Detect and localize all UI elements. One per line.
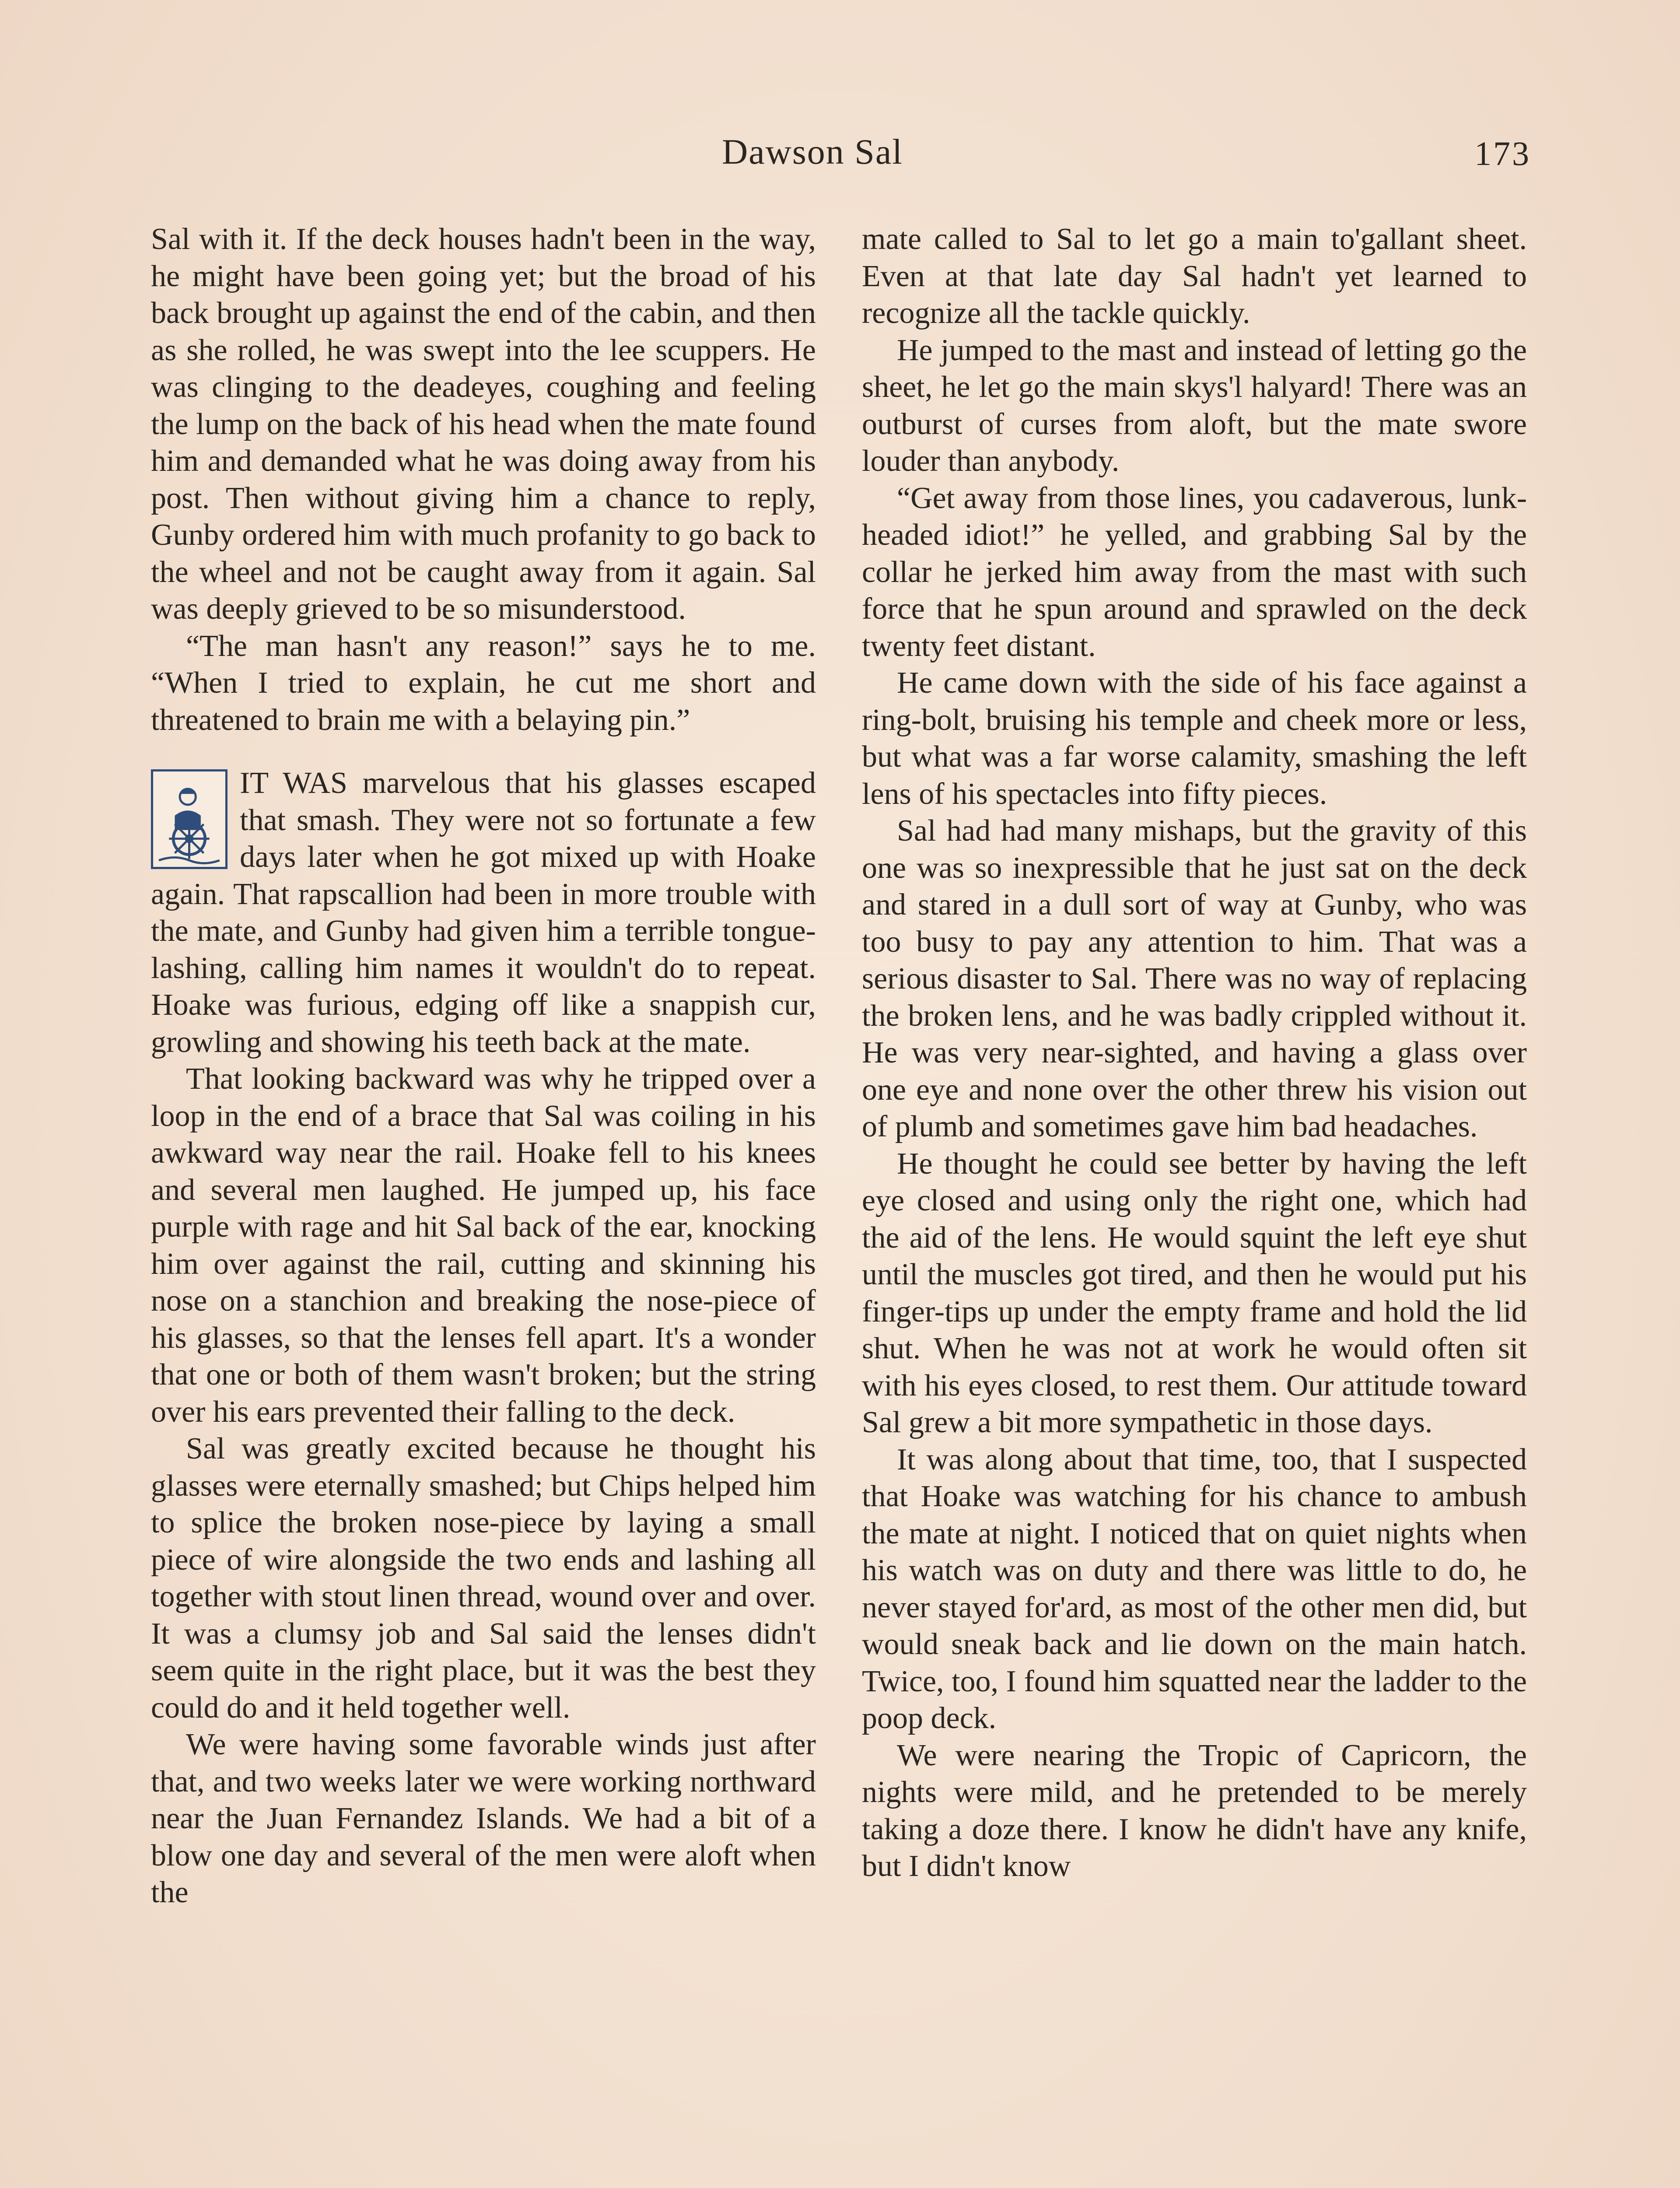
paragraph: He jumped to the mast and instead of letting go the sheet, he let go the main skys'l halyard! There was an outburst of curses from aloft, but the mate swore louder than anybody.: [862, 333, 1527, 478]
page-number: 173: [1474, 134, 1531, 172]
paragraph: Sal had had many mishaps, but the gravity of this one was so inexpressible that he just sat on the deck and stared in a dull sort of way at Gunby, who was too busy to pay any attention to him. That was a serious disaster to Sal. There was no way of replacing the broken lens, and he was badly crippled without it. He was very near-sighted, and having a glass over one eye and none over the other threw his vision out of plumb and sometimes gave him bad headaches.: [862, 814, 1527, 1143]
section-opening-text: IT WAS marvelous that his glasses escaped that smash. They were not so fortunate a few days later when he got mixed up with Hoake again. That rapscallion had been in more trouble with the mate, and Gunby had given him a terrible tongue-lashing, calling him names it wouldn't do to repeat. Hoake was furious, edging off like a snappish cur, growling and showing his teeth back at the mate.: [151, 766, 816, 1059]
paragraph: Sal was greatly excited because he thought his glasses were eternally smashed; but Chips helped him to splice the broken nose-piece by laying a small piece of wire alongside the two ends and lashing all together with stout linen thread, wound over and over. It was a clumsy job and Sal said the lenses didn't seem quite in the right place, but it was the best they could do and it held together well.: [151, 1432, 816, 1725]
paragraph: We were nearing the Tropic of Capricorn, the nights were mild, and he pretended to be merely taking a doze there. I know he didn't have any knife, but I didn't know: [862, 1738, 1527, 1883]
paragraph: That looking backward was why he tripped over a loop in the end of a brace that Sal was coiling in his awkward way near the rail. Hoake fell to his knees and several men laughed. He jumped up, his face purple with rage and hit Sal back of the ear, knocking him over against the rail, cutting and skinning his nose on a stanchion and breaking the nose-piece of his glasses, so that the lenses fell apart. It's a wonder that one or both of them wasn't broken; but the string over his ears prevented their falling to the deck.: [151, 1062, 816, 1429]
paragraph: mate called to Sal to let go a main to'gallant sheet. Even at that late day Sal hadn't yet learned to recognize all the tackle quickly.: [862, 222, 1527, 330]
paragraph: “Get away from those lines, you cadaverous, lunk-headed idiot!” he yelled, and grabbing Sal by the collar he jerked him away from the mast with such force that he spun around and sprawled on the deck twenty feet distant.: [862, 481, 1527, 663]
paragraph: Sal with it. If the deck houses hadn't been in the way, he might have been going yet; but the broad of his back brought up against the end of the cabin, and then as she rolled, he was swept into the lee scuppers. He was clinging to the deadeyes, coughing and feeling the lump on the back of his head when the mate found him and demanded what he was doing away from his post. Then without giving him a chance to reply, Gunby ordered him with much profanity to go back to the wheel and not be caught away from it again. Sal was deeply grieved to be so misunderstood.: [151, 222, 816, 626]
paragraph: He thought he could see better by having the left eye closed and using only the right one, which had the aid of the lens. He would squint the left eye shut until the muscles got tired, and then he would put his finger-tips up under the empty frame and hold the lid shut. When he was not at work he would often sit with his eyes closed, to rest them. Our attitude toward Sal grew a bit more sympathetic in those days.: [862, 1147, 1527, 1439]
paragraph: It was along about that time, too, that I suspected that Hoake was watching for his chance to ambush the mate at night. I noticed that on quiet nights when his watch was on duty and there was little to do, he never stayed for'ard, as most of the other men did, but would sneak back and lie down on the main hatch. Twice, too, I found him squatted near the ladder to the poop deck.: [862, 1442, 1527, 1735]
section-opening-paragraph: [151, 765, 816, 1061]
running-title: Dawson Sal: [722, 132, 903, 172]
right-column: [862, 221, 1527, 1885]
left-column: [151, 221, 816, 1911]
paragraph: He came down with the side of his face against a ring-bolt, bruising his temple and cheek more or less, but what was a far worse calamity, smashing the left lens of his spectacles into fifty pieces.: [862, 666, 1527, 811]
sailor-at-wheel-ornament-icon: [151, 769, 228, 869]
paragraph: We were having some favorable winds just after that, and two weeks later we were working northward near the Juan Fernandez Islands. We had a bit of a blow one day and several of the men were aloft when the: [151, 1728, 816, 1909]
paragraph: “The man hasn't any reason!” says he to me. “When I tried to explain, he cut me short and threatened to brain me with a belaying pin.”: [151, 629, 816, 737]
